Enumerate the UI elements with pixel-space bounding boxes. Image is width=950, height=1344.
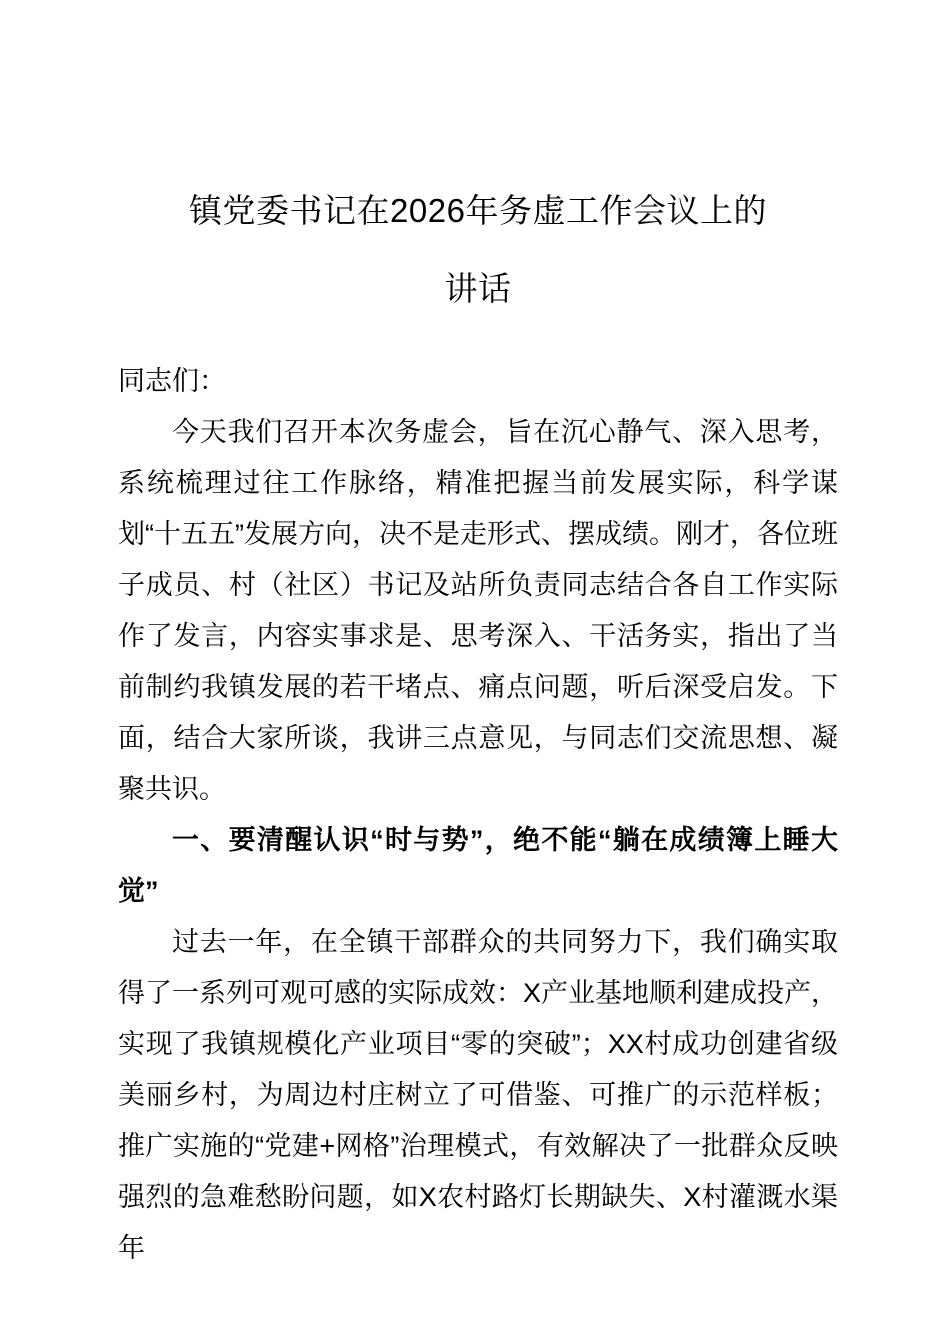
- page-title-line-2: 讲话: [444, 270, 512, 307]
- page-title: [118, 0, 838, 328]
- paragraph-intro: 今天我们召开本次务虚会，旨在沉心静气、深入思考，系统梳理过往工作脉络，精准把握当前发展实际，科学谋划“十五五”发展方向，决不是走形式、摆成绩。刚才，各位班子成员、村（社区）书记及站所负责同志结合各自工作实际作了发言，内容实事求是、思考深入、干活务实，指出了当前制约我镇发展的若干堵点、痛点问题，听后深受启发。下面，结合大家所谈，我讲三点意见，与同志们交流思想、凝聚共识。: [118, 417, 838, 804]
- page-title-line-1: 镇党委书记在2026年务虚工作会议上的: [189, 192, 767, 229]
- section-heading-one: 一、要清醒认识“时与势”，绝不能“躺在成绩簿上睡大觉”: [118, 825, 838, 906]
- paragraph-section-one-body: 过去一年，在全镇干部群众的共同努力下，我们确实取得了一系列可观可感的实际成效：X产业基地顺利建成投产，实现了我镇规模化产业项目“零的突破”；XX村成功创建省级美丽乡村，为周边村庄树立了可借鉴、可推广的示范样板；推广实施的“党建+网格”治理模式，有效解决了一批群众反映强烈的急难愁盼问题，如X农村路灯长期缺失、X村灌溉水渠年: [118, 927, 839, 1263]
- salutation: 同志们：: [118, 366, 226, 396]
- document-content: [118, 0, 838, 1274]
